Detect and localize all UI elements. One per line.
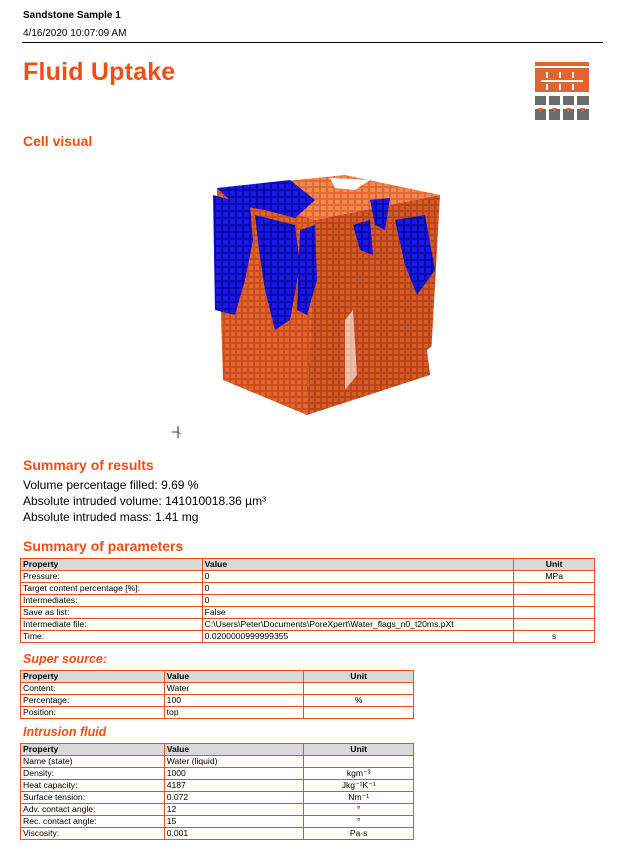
property-cell: Viscosity:	[21, 828, 165, 840]
table-row	[21, 583, 595, 595]
parameters-table	[20, 558, 595, 643]
table-header-row	[21, 744, 414, 756]
unit-cell	[304, 707, 414, 719]
unit-cell: °	[304, 804, 414, 816]
absolute-intruded-volume: Absolute intruded volume: 141010018.36 µm³	[23, 494, 267, 508]
table-row	[21, 804, 414, 816]
table-row	[21, 631, 595, 643]
unit-cell: MPa	[514, 571, 595, 583]
header-divider	[22, 42, 603, 43]
value-cell: 0.0200000999999355	[202, 631, 514, 643]
property-cell: Heat capacity:	[21, 780, 165, 792]
column-header: Unit	[304, 744, 414, 756]
axis-gizmo-icon	[170, 424, 186, 440]
cell-visual-heading: Cell visual	[23, 133, 93, 149]
property-cell: Pressure:	[21, 571, 203, 583]
unit-cell	[514, 619, 595, 631]
table-header-row	[21, 559, 595, 571]
cell-voxel-render	[195, 170, 445, 420]
property-cell: Target content percentage [%]:	[21, 583, 203, 595]
value-cell: Water	[164, 683, 304, 695]
report-title: Fluid Uptake	[23, 58, 176, 86]
table-row	[21, 683, 414, 695]
table-row	[21, 780, 414, 792]
volume-percentage-filled: Volume percentage filled: 9.69 %	[23, 478, 199, 492]
table-row	[21, 768, 414, 780]
table-row	[21, 595, 595, 607]
property-cell: Adv. contact angle:	[21, 804, 165, 816]
unit-cell: s	[514, 631, 595, 643]
intrusion-fluid-table	[20, 743, 414, 840]
property-cell: Position:	[21, 707, 165, 719]
report-date: 4/16/2020 10:07:09 AM	[23, 28, 127, 39]
porexpert-logo-icon	[535, 62, 589, 120]
column-header: Value	[202, 559, 514, 571]
table-row	[21, 571, 595, 583]
property-cell: Content:	[21, 683, 165, 695]
unit-cell	[514, 607, 595, 619]
value-cell: Water (liquid)	[164, 756, 304, 768]
unit-cell	[304, 683, 414, 695]
value-cell: 4187	[164, 780, 304, 792]
value-cell: 0.001	[164, 828, 304, 840]
table-row	[21, 816, 414, 828]
unit-cell: Pa·s	[304, 828, 414, 840]
value-cell: 12	[164, 804, 304, 816]
column-header: Unit	[304, 671, 414, 683]
table-row	[21, 707, 414, 719]
property-cell: Percentage:	[21, 695, 165, 707]
property-cell: Intermediates:	[21, 595, 203, 607]
summary-results-heading: Summary of results	[23, 457, 154, 473]
unit-cell	[514, 595, 595, 607]
table-row	[21, 695, 414, 707]
unit-cell	[304, 756, 414, 768]
column-header: Property	[21, 744, 165, 756]
unit-cell	[514, 583, 595, 595]
value-cell: 15	[164, 816, 304, 828]
table-row	[21, 792, 414, 804]
property-cell: Density:	[21, 768, 165, 780]
unit-cell: °	[304, 816, 414, 828]
intrusion-fluid-heading: Intrusion fluid	[23, 725, 107, 739]
super-source-table	[20, 670, 414, 719]
property-cell: Surface tension:	[21, 792, 165, 804]
value-cell: 100	[164, 695, 304, 707]
property-cell: Rec. contact angle:	[21, 816, 165, 828]
value-cell: top	[164, 707, 304, 719]
table-row	[21, 828, 414, 840]
unit-cell: Nm⁻¹	[304, 792, 414, 804]
table-header-row	[21, 671, 414, 683]
table-row	[21, 619, 595, 631]
value-cell: C:\Users\Peter\Documents\PoreXpert\Water_flags_n0_t20ms.pXt	[202, 619, 514, 631]
property-cell: Intermediate file:	[21, 619, 203, 631]
unit-cell: Jkg⁻¹K⁻¹	[304, 780, 414, 792]
column-header: Property	[21, 559, 203, 571]
unit-cell: %	[304, 695, 414, 707]
value-cell: 0	[202, 571, 514, 583]
column-header: Value	[164, 744, 304, 756]
super-source-heading: Super source:	[23, 652, 108, 666]
absolute-intruded-mass: Absolute intruded mass: 1.41 mg	[23, 510, 199, 524]
value-cell: 0	[202, 583, 514, 595]
column-header: Value	[164, 671, 304, 683]
table-row	[21, 607, 595, 619]
summary-parameters-heading: Summary of parameters	[23, 538, 184, 554]
property-cell: Time:	[21, 631, 203, 643]
sample-name: Sandstone Sample 1	[23, 10, 121, 21]
column-header: Unit	[514, 559, 595, 571]
unit-cell: kgm⁻³	[304, 768, 414, 780]
value-cell: 1000	[164, 768, 304, 780]
value-cell: False	[202, 607, 514, 619]
table-row	[21, 756, 414, 768]
value-cell: 0.072	[164, 792, 304, 804]
column-header: Property	[21, 671, 165, 683]
value-cell: 0	[202, 595, 514, 607]
property-cell: Name (state)	[21, 756, 165, 768]
property-cell: Save as list:	[21, 607, 203, 619]
